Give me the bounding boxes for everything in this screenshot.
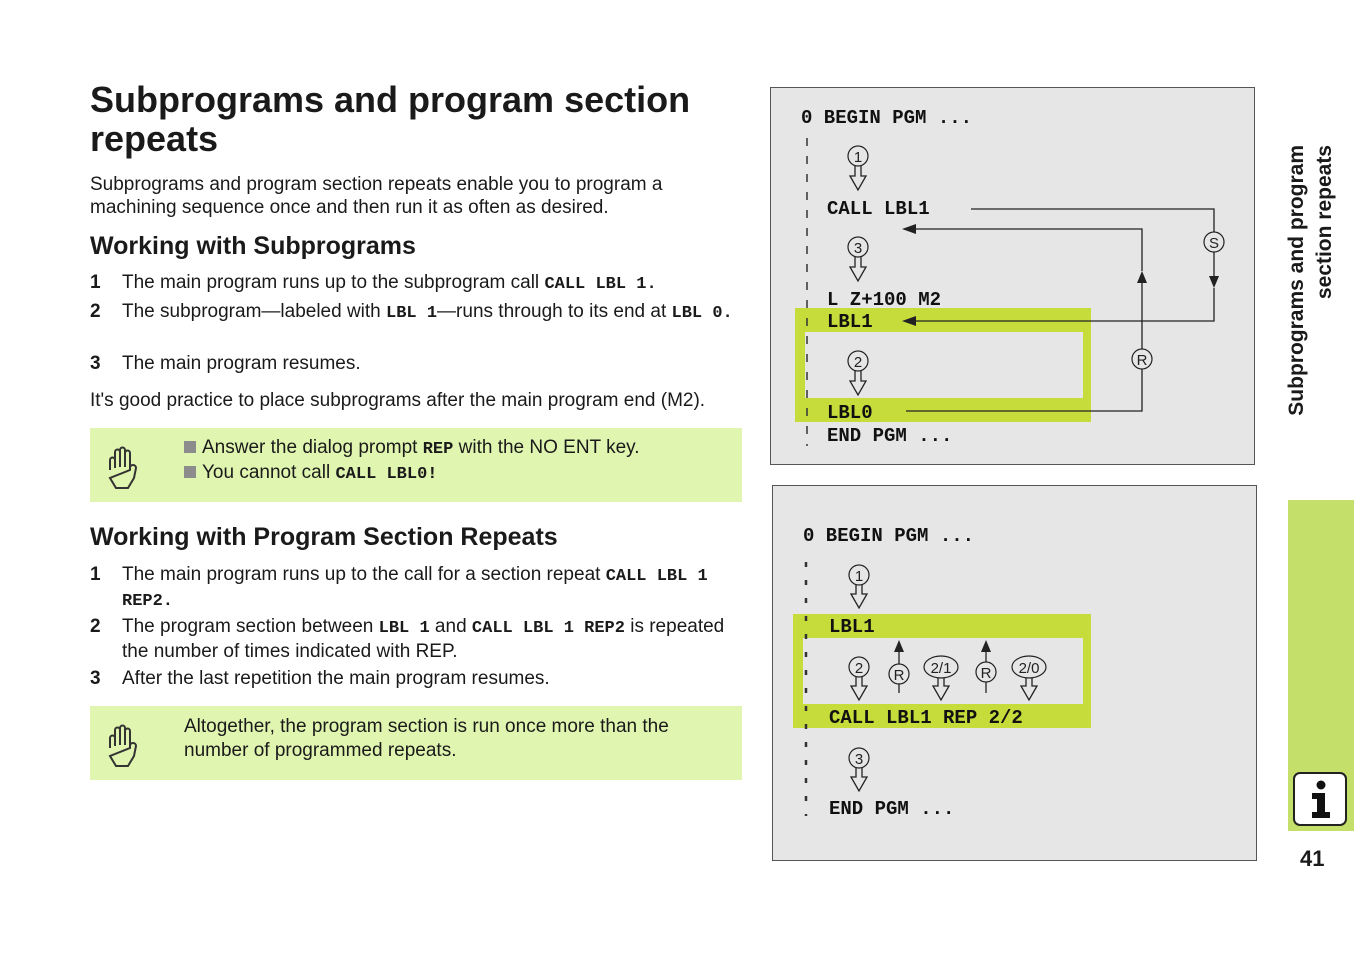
line-begin-pgm: 0 BEGIN PGM ... bbox=[803, 525, 975, 547]
arrow-up-icon bbox=[1137, 271, 1147, 283]
code-text: CALL LBL 1 REP2 bbox=[471, 619, 625, 638]
call-path-line bbox=[971, 209, 1214, 278]
bullet-square bbox=[184, 466, 196, 478]
section-repeat-flow-figure bbox=[772, 485, 1257, 861]
svg-text:R: R bbox=[893, 667, 905, 684]
arrow-left-icon bbox=[902, 224, 916, 234]
sidebar-section-title bbox=[1283, 145, 1343, 465]
page-number: 41 bbox=[1300, 846, 1325, 871]
code-text: LBL 1 bbox=[378, 619, 430, 638]
line-l-z-m2: L Z+100 M2 bbox=[827, 289, 942, 311]
svg-text:S: S bbox=[1208, 235, 1220, 252]
svg-text:2: 2 bbox=[853, 354, 863, 371]
line-lbl0: LBL0 bbox=[827, 402, 873, 424]
step-number: 1 bbox=[90, 272, 101, 293]
svg-text:R: R bbox=[1136, 352, 1148, 369]
line-end-pgm: END PGM ... bbox=[829, 798, 955, 820]
svg-text:2/0: 2/0 bbox=[1018, 660, 1040, 677]
note-text: Altogether, the program section is run once more than the number of programmed repeats. bbox=[184, 716, 669, 761]
svg-text:3: 3 bbox=[854, 751, 864, 768]
note-box-subprograms bbox=[90, 428, 742, 502]
intro-paragraph: Subprograms and program section repeats enable you to program a machining sequence once and then run it as often as desired. bbox=[90, 174, 663, 218]
note-bullet-2: You cannot call CALL LBL0! bbox=[184, 461, 734, 487]
svg-text:2/1: 2/1 bbox=[930, 660, 952, 677]
svg-text:R: R bbox=[980, 665, 992, 682]
return-path-line bbox=[916, 229, 1142, 271]
step-number: 2 bbox=[90, 301, 101, 322]
repeats-heading: Working with Program Section Repeats bbox=[90, 523, 558, 551]
rep-step-2: 2 The program section between LBL 1 and CALL LBL 1 REP2 is repeated the number of times indicated with REP. bbox=[90, 616, 725, 662]
rep-step-3: 3 After the last repetition the main program resumes. bbox=[90, 668, 550, 689]
sidebar-title-line-1: Subprograms and program bbox=[1285, 145, 1308, 416]
svg-text:3: 3 bbox=[853, 240, 863, 257]
line-lbl1: LBL1 bbox=[829, 616, 875, 638]
subprograms-heading: Working with Subprograms bbox=[90, 232, 416, 260]
svg-text:1: 1 bbox=[854, 568, 864, 585]
pointing-hand-icon bbox=[106, 724, 140, 770]
line-call-lbl1-rep: CALL LBL1 REP 2/2 bbox=[829, 707, 1023, 729]
code-text: CALL LBL0! bbox=[335, 465, 438, 484]
sub-step-2: 2 The subprogram—labeled with LBL 1—runs through to its end at LBL 0. bbox=[90, 301, 733, 323]
code-text: LBL 0. bbox=[671, 304, 733, 323]
step-number: 1 bbox=[90, 564, 101, 585]
sidebar-title-line-2: section repeats bbox=[1313, 145, 1336, 300]
pointing-hand-icon bbox=[106, 446, 140, 492]
code-text: CALL LBL 1. bbox=[544, 275, 657, 294]
svg-text:1: 1 bbox=[853, 149, 863, 166]
info-icon bbox=[1293, 772, 1347, 826]
note-bullet-1: Answer the dialog prompt REP with the NO ENT key. bbox=[184, 436, 734, 462]
rep-step-1: 1 The main program runs up to the call for a section repeat CALL LBL 1 REP2. bbox=[90, 564, 708, 611]
step-number: 2 bbox=[90, 616, 101, 637]
step-number: 3 bbox=[90, 353, 101, 374]
svg-text:2: 2 bbox=[854, 660, 864, 677]
line-begin-pgm: 0 BEGIN PGM ... bbox=[801, 107, 973, 129]
sub-step-3: 3 The main program resumes. bbox=[90, 353, 361, 374]
page-title: Subprograms and program section repeats bbox=[90, 79, 691, 159]
code-text: REP bbox=[422, 440, 454, 459]
note-box-repeats bbox=[90, 706, 742, 780]
arrow-down-icon bbox=[1209, 276, 1219, 288]
line-lbl1: LBL1 bbox=[827, 311, 873, 333]
subprogram-flow-diagram bbox=[771, 88, 1254, 464]
sub-step-1: 1 The main program runs up to the subprogram call CALL LBL 1. bbox=[90, 272, 657, 294]
highlight-inner bbox=[805, 332, 1083, 398]
line-end-pgm: END PGM ... bbox=[827, 425, 953, 447]
bullet-square bbox=[184, 441, 196, 453]
section-repeat-flow-diagram bbox=[773, 486, 1256, 860]
code-text: CALL LBL 1 REP2. bbox=[122, 567, 708, 611]
subprogram-flow-figure bbox=[770, 87, 1255, 465]
practice-paragraph: It's good practice to place subprograms after the main program end (M2). bbox=[90, 390, 706, 411]
line-call-lbl1: CALL LBL1 bbox=[827, 198, 930, 220]
step-number: 3 bbox=[90, 668, 101, 689]
code-text: LBL 1 bbox=[386, 304, 438, 323]
